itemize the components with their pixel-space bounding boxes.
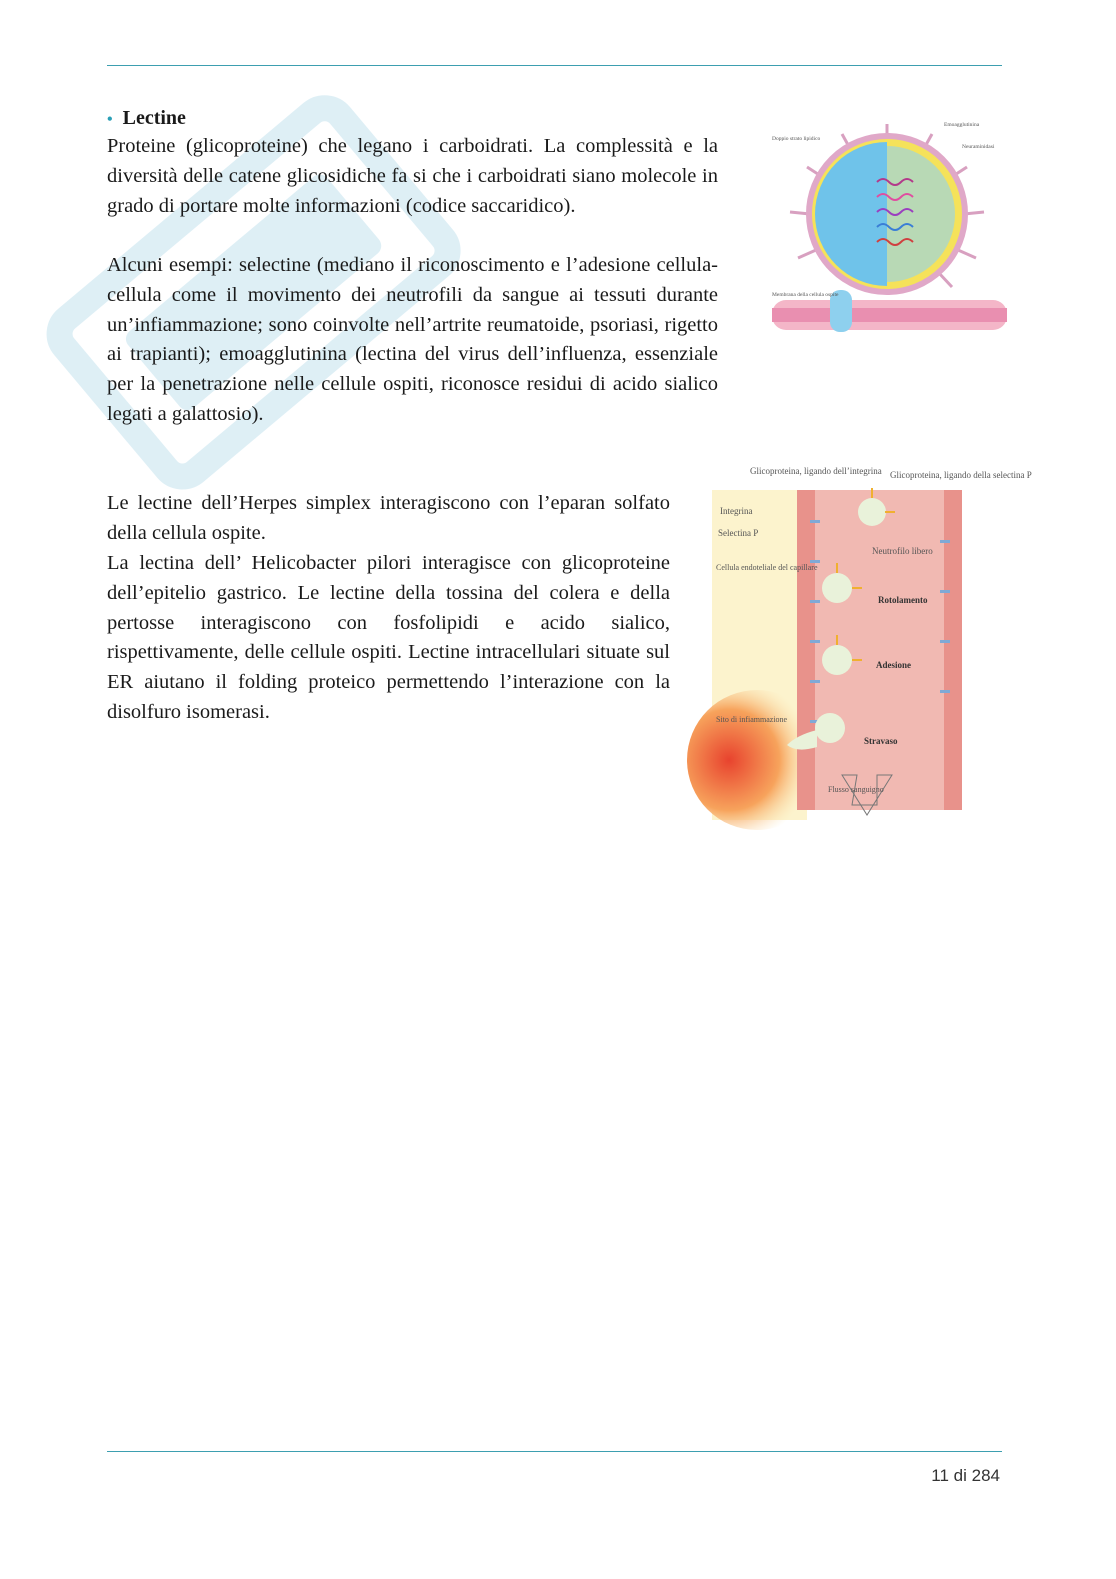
header-rule <box>107 65 1002 66</box>
vessel-wall-left <box>797 490 815 810</box>
paragraph-herpes: Le lectine dell’Herpes simplex interagiscono con l’eparan solfato della cellula ospite. <box>107 492 670 544</box>
label-adhesion: Adesione <box>876 660 912 670</box>
label-glyco-integrin: Glicoproteina, ligando dell’integrina <box>750 466 882 476</box>
label-hemagglutinin: Emoagglutinina <box>944 122 980 128</box>
paragraph-examples: Alcuni esempi: selectine (mediano il riconoscimento e l’adesione cellula-cellula come il movimento dei neutrofili da sangue ai tessuti durante un’infiammazione; sono coinvolte nell’artrite reumatoide, psoriasi, rigetto ai trapianti); emoagglutinina (lectina del virus dell’influenza, essenziale per la penetrazione nelle cellule ospiti, riconosce residui di acido sialico legati a galattosio). <box>107 254 718 425</box>
section-title: Lectine <box>122 107 186 129</box>
figure-neutrophil-extravasation <box>712 460 1032 825</box>
label-host-membrane: Membrana della cellula ospite <box>772 292 839 298</box>
bullet-icon: • <box>107 111 113 128</box>
label-extravasation: Stravaso <box>864 736 898 746</box>
vessel-illustration <box>712 460 1032 825</box>
label-integrin: Integrina <box>720 506 753 516</box>
label-glyco-selectin: Glicoproteina, ligando della selectina P <box>890 470 1032 480</box>
page-number: 11 di 284 <box>931 1466 1000 1485</box>
label-endothelial-cell: Cellula endoteliale del capillare <box>716 563 818 572</box>
footer-rule <box>107 1451 1002 1452</box>
label-rolling: Rotolamento <box>878 595 928 605</box>
label-inflammation-site: Sito di infiammazione <box>716 715 788 724</box>
label-bilayer: Doppio strato lipidico <box>772 136 821 142</box>
label-neuraminidase: Neuraminidasi <box>962 144 995 150</box>
label-selectin-p: Selectina P <box>718 528 759 538</box>
section-heading <box>107 104 186 134</box>
label-free-neutrophil: Neutrofilo libero <box>872 546 933 556</box>
figure-influenza-virus <box>762 112 1012 362</box>
vessel-wall-right <box>944 490 962 810</box>
vessel-lumen <box>797 490 962 810</box>
label-blood-flow: Flusso sanguigno <box>828 785 884 794</box>
paragraph-helicobacter: La lectina dell’ Helicobacter pilori interagisce con glicoproteine dell’epitelio gastrico. Le lectine della tossina del colera e della pertosse interagiscono con fosfolipidi e acido sialico, rispettivamente, delle cellule ospiti. Lectine intracellulari situate sul ER aiutano il folding proteico permettendo l’interazione con la disolfuro isomerasi. <box>107 552 670 723</box>
virus-illustration <box>762 112 1012 362</box>
paragraph-definition: Proteine (glicoproteine) che legano i carboidrati. La complessità e la diversità delle catene glicosidiche fa si che i carboidrati siano molecole in grado di portare molte informazioni (codice saccaridico). <box>107 135 718 217</box>
